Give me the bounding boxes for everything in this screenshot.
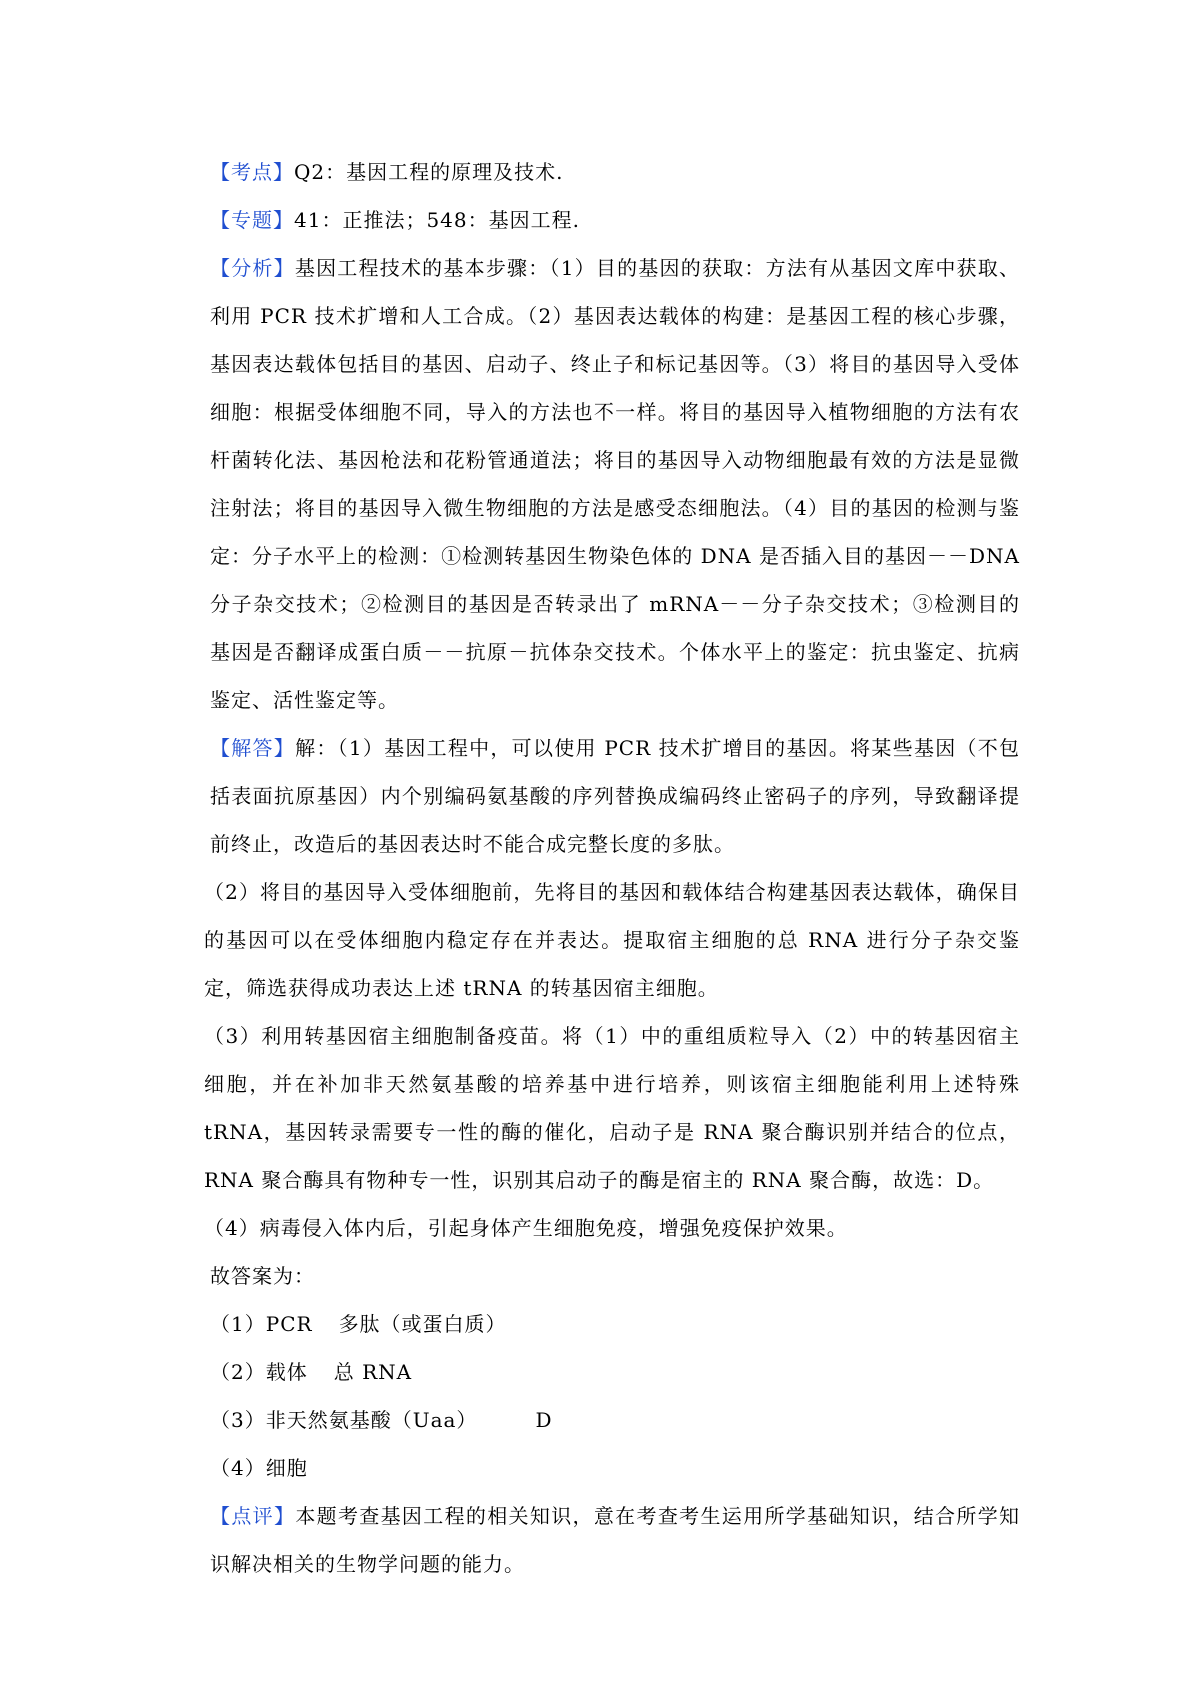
answer-intro: 故答案为： [210, 1264, 315, 1288]
fenxi-tag: 【分析】 [210, 256, 295, 280]
document-body [204, 148, 1021, 1588]
zhuanti-text: 41：正推法；548：基因工程. [294, 208, 580, 232]
answer-line-4 [210, 1444, 1020, 1492]
answer-num: （4） [210, 1456, 266, 1480]
answer-a: PCR [265, 1312, 313, 1336]
jieda-text-1: 解：（1）基因工程中，可以使用 PCR 技术扩增目的基因。将某些基因（不包括表面抗原基因）内个别编码氨基酸的序列替换成编码终止密码子的序列，导致翻译提前终止，改造后的基因表达时不能合成完整长度的多肽。 [210, 736, 1021, 856]
dianping-text: 本题考查基因工程的相关知识，意在考查考生运用所学基础知识，结合所学知识解决相关的生物学问题的能力。 [210, 1504, 1021, 1576]
answer-b: D [535, 1408, 553, 1432]
fenxi-text: 基因工程技术的基本步骤：（1）目的基因的获取：方法有从基因文库中获取、利用 PCR 技术扩增和人工合成。（2）基因表达载体的构建：是基因工程的核心步骤，基因表达载体包括目的基因、启动子、终止子和标记基因等。（3）将目的基因导入受体细胞：根据受体细胞不同，导入的方法也不一样。将目的基因导入植物细胞的方法有农杆菌转化法、基因枪法和花粉管通道法；将目的基因导入动物细胞最有效的方法是显微注射法；将目的基因导入微生物细胞的方法是感受态细胞法。（4）目的基因的检测与鉴定：分子水平上的检测：①检测转基因生物染色体的 DNA 是否插入目的基因－－DNA 分子杂交技术；②检测目的基因是否转录出了 mRNA－－分子杂交技术；③检测目的基因是否翻译成蛋白质－－抗原－抗体杂交技术。个体水平上的鉴定：抗虫鉴定、抗病鉴定、活性鉴定等。 [210, 256, 1020, 712]
zhuanti-paragraph [210, 196, 1020, 244]
kaodian-tag: 【考点】 [210, 160, 294, 184]
dianping-paragraph [210, 1492, 1020, 1588]
kaodian-paragraph [210, 148, 1020, 196]
fenxi-paragraph [210, 244, 1020, 724]
answer-line-2 [210, 1348, 1020, 1396]
jieda-paragraph-1 [210, 724, 1020, 868]
dianping-tag: 【点评】 [210, 1504, 296, 1528]
jieda-paragraph-4: （4）病毒侵入体内后，引起身体产生细胞免疫，增强免疫保护效果。 [204, 1216, 848, 1240]
jieda-paragraph-3: （3）利用转基因宿主细胞制备疫苗。将（1）中的重组质粒导入（2）中的转基因宿主细胞，并在补加非天然氨基酸的培养基中进行培养，则该宿主细胞能利用上述特殊 tRNA，基因转录需要专一性的酶的催化，启动子是 RNA 聚合酶识别并结合的位点，RNA 聚合酶具有物种专一性，识别其启动子的酶是宿主的 RNA 聚合酶，故选：D。 [204, 1024, 1020, 1192]
answer-a: 非天然氨基酸（Uaa） [265, 1408, 478, 1432]
jieda-paragraph-2: （2）将目的基因导入受体细胞前，先将目的基因和载体结合构建基因表达载体，确保目的基因可以在受体细胞内稳定存在并表达。提取宿主细胞的总 RNA 进行分子杂交鉴定，筛选获得成功表达上述 tRNA 的转基因宿主细胞。 [204, 880, 1020, 1000]
answer-num: （3） [210, 1408, 266, 1432]
answer-line-1 [210, 1300, 1020, 1348]
answer-line-3 [210, 1396, 1020, 1444]
zhuanti-tag: 【专题】 [210, 208, 294, 232]
answer-a: 细胞 [265, 1456, 308, 1480]
answer-a: 载体 [265, 1360, 308, 1384]
kaodian-text: Q2：基因工程的原理及技术. [294, 160, 564, 184]
jieda-tag: 【解答】 [210, 736, 296, 760]
answer-num: （1） [210, 1312, 266, 1336]
answer-b: 总 RNA [333, 1360, 413, 1384]
answer-num: （2） [210, 1360, 266, 1384]
answer-b: 多肽（或蛋白质） [338, 1312, 507, 1336]
